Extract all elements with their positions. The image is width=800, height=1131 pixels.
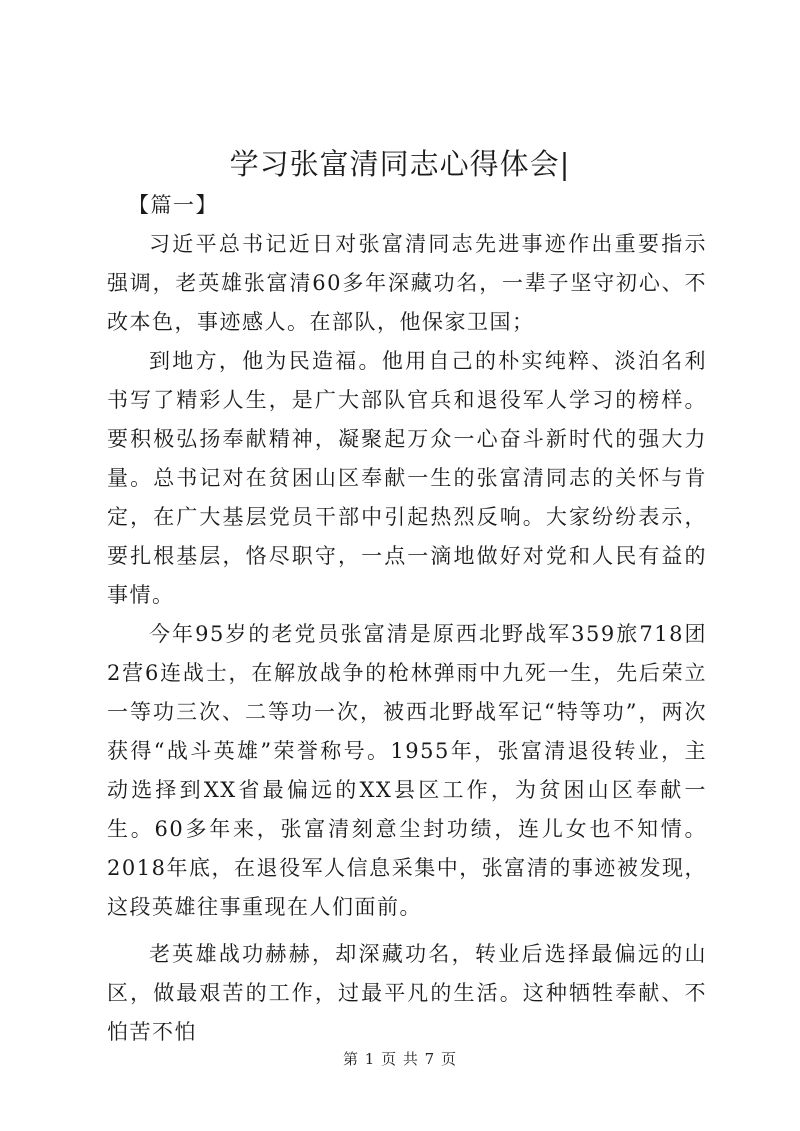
- paragraph-1: 习近平总书记近日对张富清同志先进事迹作出重要指示强调，老英雄张富清60多年深藏功名，一辈子坚守初心、不改本色，事迹感人。在部队，他保家卫国；: [107, 232, 707, 334]
- document-title: 学习张富清同志心得体会|: [229, 147, 571, 181]
- section-label: 【篇一】: [128, 193, 218, 217]
- page-footer: 第 1 页 共 7 页: [343, 1050, 457, 1068]
- document-body: [107, 186, 707, 1052]
- paragraph-2: 到地方，他为民造福。他用自己的朴实纯粹、淡泊名利书写了精彩人生，是广大部队官兵和退役军人学习的榜样。要积极弘扬奉献精神，凝聚起万众一心奋斗新时代的强大力量。总书记对在贫困山区奉献一生的张富清同志的关怀与肯定，在广大基层党员干部中引起热烈反响。大家纷纷表示，要扎根基层，恪尽职守，一点一滴地做好对党和人民有益的事情。: [107, 349, 707, 607]
- paragraph-3: 今年95岁的老党员张富清是原西北野战军359旅718团2营6连战士，在解放战争的枪林弹雨中九死一生，先后荣立一等功三次、二等功一次，被西北野战军记“特等功”，两次获得“战斗英雄”荣誉称号。1955年，张富清退役转业，主动选择到XX省最偏远的XX县区工作，为贫困山区奉献一生。60多年来，张富清刻意尘封功绩，连儿女也不知情。2018年底，在退役军人信息采集中，张富清的事迹被发现，这段英雄往事重现在人们面前。: [107, 622, 707, 919]
- paragraph-4: 老英雄战功赫赫，却深藏功名，转业后选择最偏远的山区，做最艰苦的工作，过最平凡的生活。这种牺牲奉献、不怕苦不怕: [107, 942, 707, 1044]
